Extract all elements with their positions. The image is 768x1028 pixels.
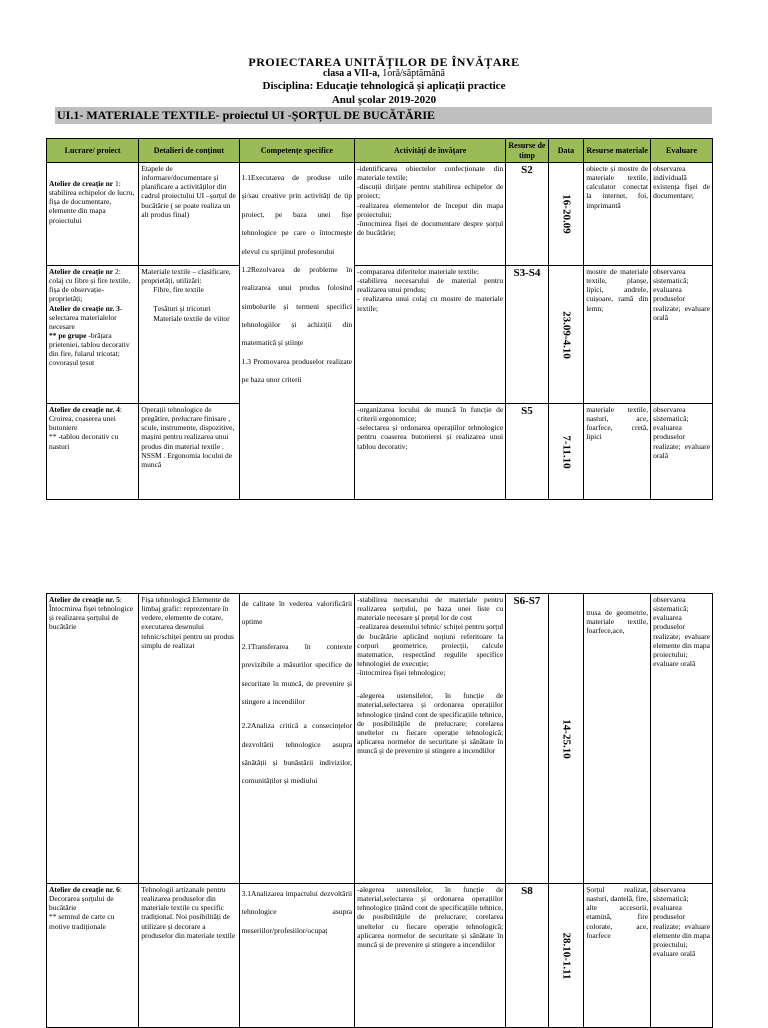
activitati-text: -alegerea ustensilelor, în funcție de material,selectarea și ordonarea operațiilor tehnologice ținând cont de specificațiile tehnice, de posibilitățile de prelucrare; corelarea uneltelor cu fiecare operație tehnologică; aplicarea normelor de securitate și sănătate în muncă și de prevenire și stingere a incendiilor [357, 691, 504, 756]
col-header: Activități de învățare [355, 139, 506, 163]
table-row [47, 404, 713, 500]
evaluare-cell: observarea sistematică; evaluarea produselor realizate; evaluare orală [651, 404, 713, 500]
competente-cell: 3.1Analizarea impactului dezvoltării tehnologice asupra meseriilor/profesiilor/ocupaț [239, 884, 355, 1028]
school-year: Anul școlar 2019-2020 [331, 94, 437, 106]
table-row [47, 266, 713, 404]
atelier-title: Atelier de creație nr [49, 267, 114, 276]
materiale-cell: obiecte și mostre de materiale textile, calculator conectat la internet, foi, imprimantă [584, 163, 651, 266]
data-cell [548, 404, 583, 500]
evaluare-cell: observarea sistematică; evaluarea produselor realizate; evaluare orală [651, 266, 713, 404]
atelier-title: Atelier de creație nr. 5 [49, 595, 120, 604]
col-header: Detalieri de conținut [139, 139, 239, 163]
group-label: ** pe grupe [49, 330, 87, 340]
planning-table-2 [46, 593, 713, 1028]
atelier-text: : Croirea, coaserea unei butoniere [49, 405, 122, 433]
document-title: PROIECTAREA UNITĂȚILOR DE ÎNVĂȚARE [248, 55, 520, 69]
activitati-cell: -compararea diferitelor materiale textile; -stabilirea necesarului de material pentru realizarea unui produs; - realizarea unui colaj cu mostre de materiale textile; [355, 266, 506, 404]
col-header: Resurse de timp [506, 139, 549, 163]
detalieri-item: Materiale textile de viitor [153, 313, 230, 323]
atelier-title: Atelier de creație nr [49, 179, 114, 188]
atelier-title: Atelier de creație nr. 3 [49, 303, 120, 313]
col-header: Resurse materiale [584, 139, 651, 163]
atelier-text: 2: colaj cu fibre și fire textile, fișa de observație-proprietăți; [49, 267, 131, 304]
activitati-cell: -organizarea locului de muncă în funcție de criterii ergonomice; -selectarea și ordonarea operațiilor tehnologice pentru coaserea butonierei și realizarea unui tablou decorativ; [355, 404, 506, 500]
atelier-text: : Decorarea șorțului de bucătărie [49, 885, 122, 913]
class-label: clasa a VII-a, [322, 68, 380, 79]
competenta-1-1: 1.1Executarea de produse utile și/sau creative prin activități de tip proiect, pe baza unei fișe tehnologice pe care o întocmește elevul cu sprijinul profesorului [241, 173, 353, 256]
timp-cell: S5 [506, 404, 549, 500]
col-header: Data [548, 139, 583, 163]
detalieri-item: Fibre, fire textile [153, 285, 204, 295]
activitati-cell [355, 594, 506, 884]
materiale-cell: Șorțul realizat, nasturi, dantelă, fire, alte accesorii, etamină, fire colorate, ace, foarfece [584, 884, 651, 1028]
data-cell [548, 163, 583, 266]
competenta-2-2: 2.2Analiza critică a consecințelor dezvoltării tehnologice asupra sănătății și bunăstării indivizilor, comunităților și mediului [241, 721, 353, 786]
materiale-cell: materiale textile, nasturi, ace, foarfece, cretă, lipici [584, 404, 651, 500]
competenta-2-1: 2.1Transferarea în contexte previzibile a măsurilor specifice de securitate în muncă, de prevenire și stingere a incendiilor [241, 641, 353, 706]
class-hours: 1oră/săptămână [379, 68, 445, 79]
competenta-1-3: 1.3 Promovarea produselor realizate pe baza unor criterii [241, 356, 353, 385]
timp-cell: S6-S7 [506, 594, 549, 884]
discipline-line: Disciplina: Educație tehnologică și aplicații practice [262, 80, 506, 92]
detalieri-cell [139, 266, 239, 404]
table-row [47, 884, 713, 1028]
lucrare-cell [47, 594, 139, 884]
detalieri-cell: Fișa tehnologică Elemente de limbaj grafic: reprezentare în vedere, elemente de cotare, executarea desenului tehnic/schiței pentru un produs simplu de realizat [139, 594, 239, 884]
col-header: Evaluare [651, 139, 713, 163]
detalieri-cell: Tehnologii artizanale pentru realizarea produselor din materiale textile cu specific tradițional. Noi posibilități de utilizare și decorare a produselor din materiale textile [139, 884, 239, 1028]
class-line [0, 68, 768, 79]
lucrare-cell [47, 404, 139, 500]
col-header: Competențe specifice [239, 139, 355, 163]
detalieri-cell: Etapele de informare/documentare și planificare a activităților din cadrul proiectului UI –șorțul de bucătărie ( se poate realiza un alt produs final) [139, 163, 239, 266]
atelier-text: 1: stabilirea echipelor de lucru, fișa de documentare, elemente din mapa proiectului [49, 179, 135, 225]
timp-cell: S8 [506, 884, 549, 1028]
data-value: 16-20.09 [560, 194, 573, 234]
competente-cell [239, 163, 355, 500]
atelier-text: - selectarea materialelor necesare [49, 303, 123, 331]
detalieri-item: Țesături și tricoturi [153, 304, 211, 314]
materiale-cell: trusa de geometrie, materiale textile, foarfece,ace, [584, 594, 651, 884]
atelier-text: -brățara prieteniei, tablou decorativ din fire, fularul tricotat; covorașul țesut [49, 330, 130, 368]
timp-cell: S3-S4 [506, 266, 549, 404]
atelier-title: Atelier de creație nr. 6 [49, 885, 120, 894]
detalieri-text: Materiale textile – clasificare, proprietăți, utilizări: [141, 267, 231, 286]
atelier-text: : Întocmirea fișei tehnologice și realizarea șorțului de bucătărie [49, 595, 134, 632]
data-value: 14-25.10 [560, 718, 573, 759]
data-value: 23.09-4.10 [560, 310, 573, 359]
atelier-text: ** semnul de carte cu motive tradiționale [49, 912, 115, 931]
materiale-cell: mostre de materiale textile, planșe, lipici, andrele, cuișoare, ramă din lemn; [584, 266, 651, 404]
unit-title: UI.1- MATERIALE TEXTILE- proiectul UI -ȘORȚUL DE BUCĂTĂRIE [55, 107, 712, 124]
data-cell [548, 594, 583, 884]
evaluare-cell: observarea individuală existența fișei de documentare; [651, 163, 713, 266]
competente-cell [239, 594, 355, 884]
planning-table-1 [46, 138, 713, 500]
atelier-text: ** -tablou decorativ cu nasturi [49, 432, 119, 451]
competenta-1-2: 1.2Rezolvarea de probleme în realizarea unui produs folosind simbolurile și termeni specifici tehnologiilor și achiziții din matematică și științe [241, 264, 353, 348]
col-header: Lucrare/ proiect [47, 139, 139, 163]
activitati-cell: -alegerea ustensilelor, în funcție de material,selectarea și ordonarea operațiilor tehnologice ținând cont de specificațiile tehnice, de posibilitățile de prelucrare; corelarea uneltelor cu fiecare operație tehnologică; aplicarea normelor de securitate și sănătate în muncă și de prevenire și stingere a incendiilor [355, 884, 506, 1028]
detalieri-cell: Operații tehnologice de pregătire, prelucrare finisare , scule, instrumente, dispozitive, mașini pentru realizarea unui produs din material textile . NSSM . Ergonomia locului de muncă [139, 404, 239, 500]
table-row [47, 163, 713, 266]
data-value: 7-11.10 [560, 434, 573, 469]
data-value: 28.10-1.11 [560, 931, 573, 980]
evaluare-cell: observarea sistematică; evaluarea produselor realizate; evaluare elemente din mapa proiectului; evaluare orală [651, 884, 713, 1028]
table-header-row [47, 139, 713, 163]
evaluare-cell: observarea sistematică; evaluarea produselor realizate; evaluare elemente din mapa proiectului; evaluare orală [651, 594, 713, 884]
atelier-title: Atelier de creație nr. 4 [49, 405, 120, 414]
timp-cell: S2 [506, 163, 549, 266]
activitati-text: -stabilirea necesarului de materiale pentru realizarea șorțului, pe baza unei liste cu materiale necesare și prețul lor de cost -realizarea desenului tehnic/ schiței pentru șorțul de bucătărie aplicând noțiuni referitoare la corpuri geometrice, proiecții, calcule matematice, respectând regulile specifice tehnologiei de execuție; -întocmirea fișei tehnologice; [357, 595, 504, 678]
data-cell [548, 266, 583, 404]
lucrare-cell [47, 884, 139, 1028]
lucrare-cell [47, 266, 139, 404]
competenta-cont: de calitate în vederea valorificării optime [241, 599, 353, 627]
lucrare-cell [47, 163, 139, 266]
data-cell [548, 884, 583, 1028]
table-row [47, 594, 713, 884]
activitati-cell: -identificarea obiectelor confecționate din materiale textile; -discuții dirijate pentru stabilirea echipelor de proiect; -realizarea elementelor de început din mapa proiectului; -întocmirea fișei de documentare despre șorțul de bucătărie; [355, 163, 506, 266]
